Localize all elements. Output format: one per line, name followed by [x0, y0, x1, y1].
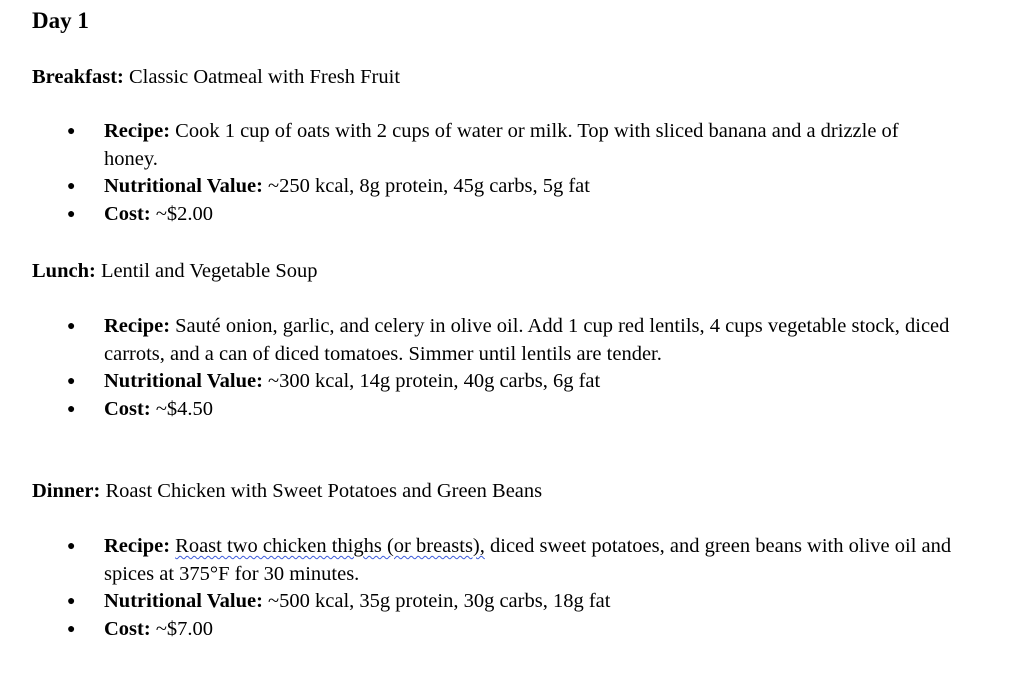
bullet-icon: ●	[67, 179, 76, 194]
meal-name: Roast Chicken with Sweet Potatoes and Green Beans	[105, 480, 543, 502]
bullet-icon: ●	[67, 206, 76, 222]
cost-key: Cost:	[104, 617, 151, 640]
meal-label: Lunch:	[32, 260, 96, 282]
list-item-cost	[0, 201, 1024, 229]
spellcheck-underlined-text[interactable]: Roast two chicken thighs (or breasts),	[175, 535, 485, 557]
nutrition-text: ~250 kcal, 8g protein, 45g carbs, 5g fat	[268, 175, 590, 197]
day-heading: Day 1	[32, 8, 89, 33]
meal-name: Classic Oatmeal with Fresh Fruit	[129, 66, 401, 88]
nutrition-key: Nutritional Value:	[104, 590, 263, 612]
list-item-nutrition	[0, 368, 1024, 396]
bullet-icon: ●	[67, 621, 76, 637]
meal-title-dinner	[32, 478, 542, 505]
nutrition-key: Nutritional Value:	[104, 175, 263, 197]
cost-key: Cost:	[104, 202, 151, 225]
recipe-key: Recipe:	[104, 315, 171, 337]
bullet-icon: ●	[67, 319, 76, 334]
meal-label: Dinner:	[32, 480, 101, 502]
meal-title-breakfast	[32, 64, 400, 91]
cost-text: ~$7.00	[155, 617, 214, 640]
recipe-text: diced sweet potatoes, and green beans with olive oil and spices at 375°F for 30 minutes.	[104, 535, 952, 585]
nutrition-text: ~300 kcal, 14g protein, 40g carbs, 6g fat	[268, 370, 601, 392]
list-item-nutrition	[0, 173, 1024, 201]
list-item-recipe	[0, 118, 1024, 173]
list-item-nutrition	[0, 588, 1024, 616]
meal-title-lunch	[32, 258, 317, 285]
cost-text: ~$2.00	[155, 202, 214, 225]
bullet-icon: ●	[67, 401, 76, 417]
nutrition-key: Nutritional Value:	[104, 370, 263, 392]
list-item-recipe	[0, 313, 1024, 368]
nutrition-text: ~500 kcal, 35g protein, 30g carbs, 18g fat	[268, 590, 611, 612]
cost-key: Cost:	[104, 397, 151, 420]
bullet-icon: ●	[67, 594, 76, 609]
list-item-cost	[0, 616, 1024, 644]
recipe-key: Recipe:	[104, 120, 171, 142]
recipe-key: Recipe:	[104, 535, 171, 557]
cost-text: ~$4.50	[155, 397, 214, 420]
list-item-cost	[0, 396, 1024, 424]
recipe-text: Sauté onion, garlic, and celery in olive oil. Add 1 cup red lentils, 4 cups vegetable stock, diced carrots, and a can of diced tomatoes. Simmer until lentils are tender.	[104, 315, 950, 365]
bullet-icon: ●	[67, 539, 76, 554]
meal-name: Lentil and Vegetable Soup	[100, 260, 318, 282]
recipe-text: Cook 1 cup of oats with 2 cups of water or milk. Top with sliced banana and a drizzle of honey.	[104, 120, 899, 170]
breakfast-details-list	[0, 118, 1024, 228]
list-item-recipe	[0, 533, 1024, 588]
bullet-icon: ●	[67, 374, 76, 389]
bullet-icon: ●	[67, 124, 76, 139]
meal-label: Breakfast:	[32, 66, 124, 88]
lunch-details-list	[0, 313, 1024, 423]
dinner-details-list	[0, 533, 1024, 643]
